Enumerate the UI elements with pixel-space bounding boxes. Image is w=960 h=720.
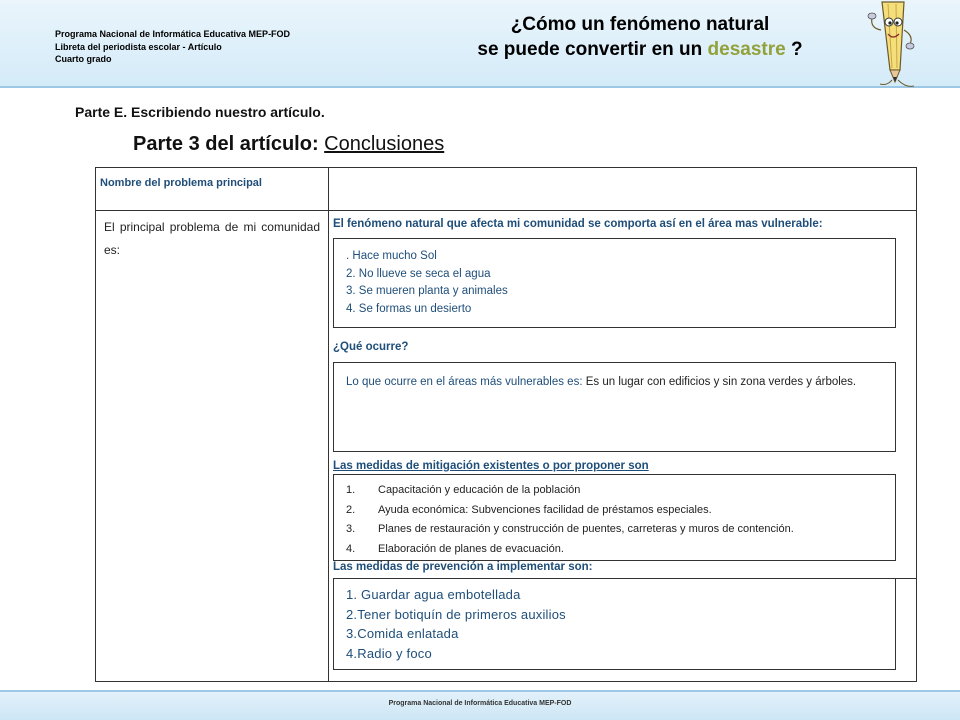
header-title-line1: ¿Cómo un fenómeno natural [510, 14, 770, 35]
part-heading-conclusions: Conclusiones [324, 133, 445, 155]
mitigation-num: 4. [346, 542, 356, 555]
header-title-line2 [420, 37, 860, 62]
section-heading: Parte E. Escribiendo nuestro artículo. [75, 104, 325, 120]
prevention-item: 4.Radio y foco [346, 645, 432, 661]
part-heading-prefix: Parte 3 del artículo: [133, 133, 325, 155]
title-suffix: ? [785, 39, 803, 60]
header-notebook-name: Libreta del periodista escolar - Artículo [55, 41, 222, 52]
prevention-label: Las medidas de prevención a implementar son: [333, 561, 593, 573]
main-problem-text: El principal problema de mi comunidad es: [104, 220, 320, 257]
part-heading [133, 133, 444, 156]
what-happens-label: ¿Qué ocurre? [333, 341, 409, 353]
mitigation-text: Ayuda económica: Subvenciones facilidad de préstamos especiales. [378, 503, 712, 516]
mitigation-label: Las medidas de mitigación existentes o por proponer son [333, 460, 649, 472]
behavior-item: 2. No llueve se seca el agua [346, 267, 491, 280]
header-program-name: Programa Nacional de Informática Educativa MEP-FOD [55, 29, 291, 39]
mitigation-box [333, 474, 896, 561]
prevention-item: 1. Guardar agua embotellada [346, 587, 521, 602]
mitigation-item [346, 481, 895, 501]
behavior-item: . Hace mucho Sol [346, 250, 437, 262]
what-happens-question: Lo que ocurre en el áreas más vulnerables es: [346, 376, 586, 388]
header-program-info [55, 28, 290, 66]
title-prefix: se puede convertir en un [477, 39, 708, 60]
table-column-divider [328, 167, 329, 682]
mitigation-item [346, 520, 895, 540]
mitigation-text: Elaboración de planes de evacuación. [378, 542, 564, 555]
table-row-divider [95, 210, 917, 211]
mitigation-item [346, 501, 895, 521]
behavior-box [333, 238, 896, 328]
header-title [420, 12, 860, 62]
problem-name-header: Nombre del problema principal [100, 177, 262, 189]
mitigation-text: Planes de restauración y construcción de puentes, carreteras y muros de contención. [378, 523, 794, 535]
mitigation-num: 2. [346, 503, 356, 516]
header-grade: Cuarto grado [55, 54, 112, 64]
mitigation-num: 1. [346, 484, 356, 496]
behavior-item: 4. Se formas un desierto [346, 302, 472, 315]
footer-text: Programa Nacional de Informática Educativa MEP-FOD [388, 700, 572, 707]
prevention-item: 3.Comida enlatada [346, 626, 459, 641]
what-happens-answer: Es un lugar con edificios y sin zona verdes y árboles. [585, 376, 857, 388]
mitigation-text: Capacitación y educación de la población [378, 484, 581, 496]
title-accent-word: desastre [707, 39, 786, 60]
what-happens-box [333, 362, 896, 452]
prevention-box [333, 578, 896, 670]
behavior-label: El fenómeno natural que afecta mi comunidad se comporta así en el área mas vulnerable: [333, 218, 823, 230]
prevention-item: 2.Tener botiquín de primeros auxilios [346, 606, 566, 622]
mitigation-item [346, 540, 895, 560]
behavior-item: 3. Se mueren planta y animales [346, 285, 508, 297]
mitigation-num: 3. [346, 523, 356, 535]
pencil-mascot-icon [862, 0, 952, 92]
